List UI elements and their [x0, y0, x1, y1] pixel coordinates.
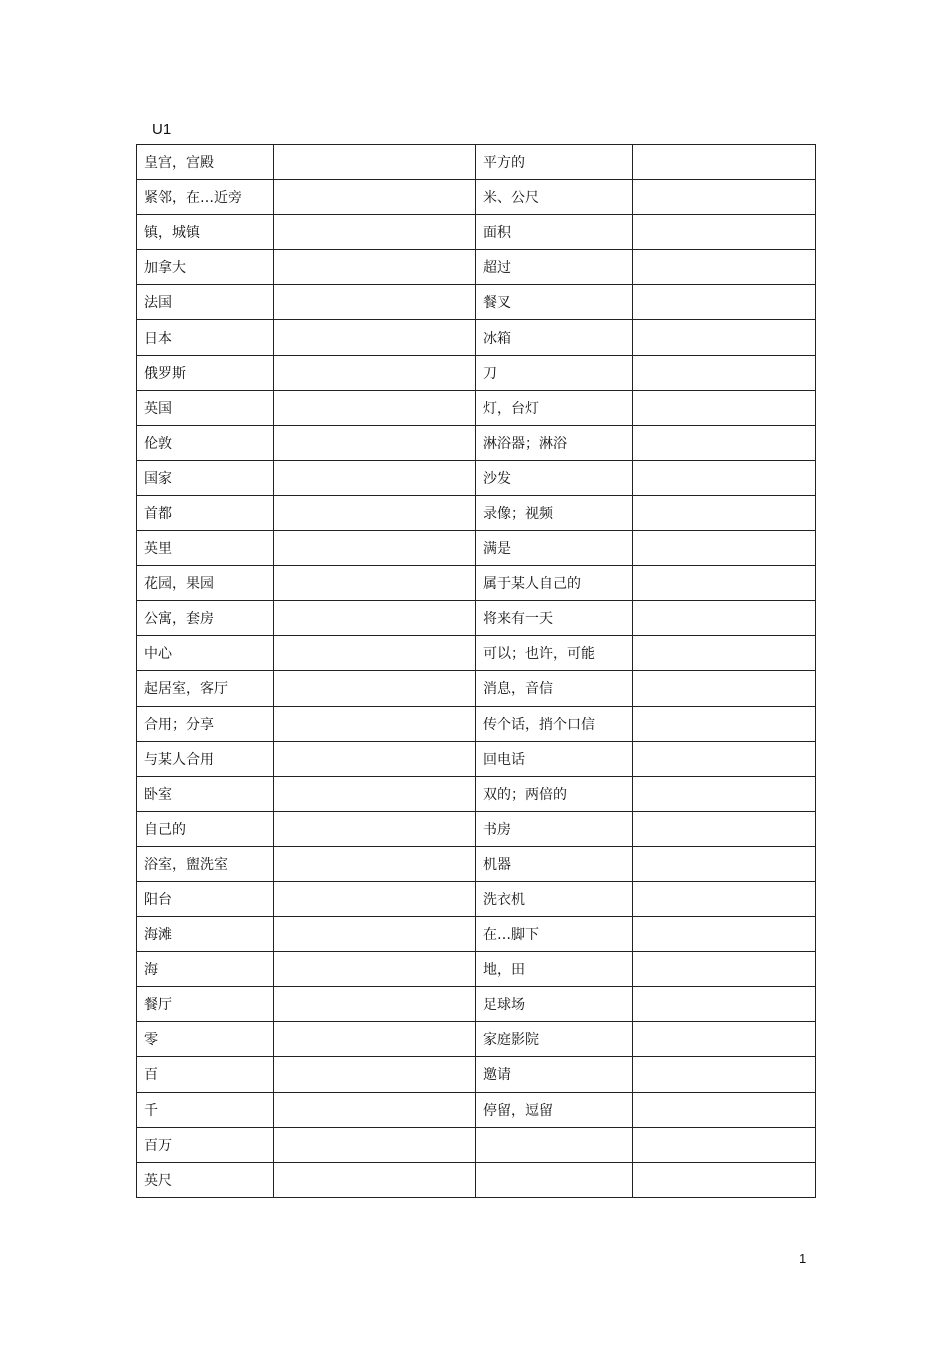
chinese-term-left: 阳台 — [137, 881, 274, 916]
answer-cell-left[interactable] — [274, 1057, 476, 1092]
chinese-term-right: 灯，台灯 — [476, 390, 633, 425]
page-number: 1 — [799, 1251, 807, 1266]
answer-cell-left[interactable] — [274, 636, 476, 671]
answer-cell-right[interactable] — [633, 706, 816, 741]
answer-cell-left[interactable] — [274, 1092, 476, 1127]
answer-cell-right[interactable] — [633, 776, 816, 811]
answer-cell-left[interactable] — [274, 776, 476, 811]
chinese-term-left: 千 — [137, 1092, 274, 1127]
chinese-term-right: 将来有一天 — [476, 601, 633, 636]
table-row — [137, 390, 816, 425]
table-row — [137, 636, 816, 671]
chinese-term-left: 百 — [137, 1057, 274, 1092]
table-row — [137, 881, 816, 916]
chinese-term-right: 冰箱 — [476, 320, 633, 355]
answer-cell-right[interactable] — [633, 811, 816, 846]
table-row — [137, 180, 816, 215]
chinese-term-right: 机器 — [476, 846, 633, 881]
chinese-term-right: 平方的 — [476, 145, 633, 180]
table-row — [137, 355, 816, 390]
answer-cell-right[interactable] — [633, 636, 816, 671]
chinese-term-right: 足球场 — [476, 987, 633, 1022]
table-row — [137, 460, 816, 495]
answer-cell-left[interactable] — [274, 531, 476, 566]
chinese-term-left: 紧邻，在…近旁 — [137, 180, 274, 215]
chinese-term-right: 可以；也许，可能 — [476, 636, 633, 671]
answer-cell-left[interactable] — [274, 741, 476, 776]
answer-cell-left[interactable] — [274, 355, 476, 390]
answer-cell-right[interactable] — [633, 1092, 816, 1127]
table-row — [137, 741, 816, 776]
answer-cell-left[interactable] — [274, 320, 476, 355]
unit-title: U1 — [152, 121, 172, 138]
chinese-term-left: 俄罗斯 — [137, 355, 274, 390]
chinese-term-left: 英里 — [137, 531, 274, 566]
table-row — [137, 285, 816, 320]
chinese-term-right: 双的；两倍的 — [476, 776, 633, 811]
chinese-term-right: 满是 — [476, 531, 633, 566]
chinese-term-right: 消息，音信 — [476, 671, 633, 706]
table-row — [137, 987, 816, 1022]
table-row — [137, 425, 816, 460]
answer-cell-right[interactable] — [633, 285, 816, 320]
chinese-term-right: 洗衣机 — [476, 881, 633, 916]
chinese-term-right: 属于某人自己的 — [476, 566, 633, 601]
answer-cell-right[interactable] — [633, 741, 816, 776]
answer-cell-left[interactable] — [274, 706, 476, 741]
answer-cell-left[interactable] — [274, 425, 476, 460]
chinese-term-left: 加拿大 — [137, 250, 274, 285]
answer-cell-left[interactable] — [274, 811, 476, 846]
chinese-term-right: 刀 — [476, 355, 633, 390]
chinese-term-right: 停留，逗留 — [476, 1092, 633, 1127]
chinese-term-left: 公寓，套房 — [137, 601, 274, 636]
chinese-term-left: 首都 — [137, 495, 274, 530]
vocabulary-table — [136, 144, 816, 1198]
chinese-term-right: 沙发 — [476, 460, 633, 495]
table-row — [137, 952, 816, 987]
chinese-term-left: 自己的 — [137, 811, 274, 846]
table-row — [137, 846, 816, 881]
table-row — [137, 706, 816, 741]
answer-cell-right[interactable] — [633, 425, 816, 460]
table-row — [137, 811, 816, 846]
chinese-term-left: 中心 — [137, 636, 274, 671]
answer-cell-left[interactable] — [274, 881, 476, 916]
answer-cell-right[interactable] — [633, 145, 816, 180]
table-row — [137, 320, 816, 355]
table-row — [137, 917, 816, 952]
chinese-term-left: 餐厅 — [137, 987, 274, 1022]
answer-cell-right[interactable] — [633, 460, 816, 495]
chinese-term-left: 皇宫，宫殿 — [137, 145, 274, 180]
answer-cell-left[interactable] — [274, 987, 476, 1022]
answer-cell-left[interactable] — [274, 1127, 476, 1162]
answer-cell-left[interactable] — [274, 566, 476, 601]
chinese-term-left: 起居室，客厅 — [137, 671, 274, 706]
answer-cell-right[interactable] — [633, 180, 816, 215]
answer-cell-left[interactable] — [274, 1022, 476, 1057]
table-row — [137, 776, 816, 811]
answer-cell-right[interactable] — [633, 601, 816, 636]
answer-cell-left[interactable] — [274, 215, 476, 250]
table-row — [137, 566, 816, 601]
answer-cell-right[interactable] — [633, 987, 816, 1022]
table-row — [137, 1127, 816, 1162]
chinese-term-right: 在…脚下 — [476, 917, 633, 952]
table-row — [137, 215, 816, 250]
answer-cell-right[interactable] — [633, 881, 816, 916]
vocabulary-table-body — [137, 145, 816, 1198]
answer-cell-right[interactable] — [633, 531, 816, 566]
answer-cell-left[interactable] — [274, 495, 476, 530]
table-row — [137, 495, 816, 530]
chinese-term-right: 地，田 — [476, 952, 633, 987]
answer-cell-left[interactable] — [274, 671, 476, 706]
chinese-term-right: 传个话，捎个口信 — [476, 706, 633, 741]
answer-cell-left[interactable] — [274, 460, 476, 495]
table-row — [137, 145, 816, 180]
chinese-term-left: 与某人合用 — [137, 741, 274, 776]
table-row — [137, 1092, 816, 1127]
answer-cell-left[interactable] — [274, 952, 476, 987]
answer-cell-right[interactable] — [633, 320, 816, 355]
table-row — [137, 1022, 816, 1057]
chinese-term-left: 法国 — [137, 285, 274, 320]
chinese-term-right: 面积 — [476, 215, 633, 250]
chinese-term-right: 录像；视频 — [476, 495, 633, 530]
answer-cell-right[interactable] — [633, 671, 816, 706]
answer-cell-right[interactable] — [633, 495, 816, 530]
chinese-term-left: 零 — [137, 1022, 274, 1057]
answer-cell-right[interactable] — [633, 1022, 816, 1057]
answer-cell-left[interactable] — [274, 285, 476, 320]
chinese-term-left: 英尺 — [137, 1162, 274, 1197]
chinese-term-right: 超过 — [476, 250, 633, 285]
answer-cell-right[interactable] — [633, 1127, 816, 1162]
chinese-term-left: 国家 — [137, 460, 274, 495]
chinese-term-right: 米、公尺 — [476, 180, 633, 215]
chinese-term-left: 镇，城镇 — [137, 215, 274, 250]
chinese-term-right: 淋浴器；淋浴 — [476, 425, 633, 460]
answer-cell-right[interactable] — [633, 355, 816, 390]
chinese-term-left: 合用；分享 — [137, 706, 274, 741]
answer-cell-left[interactable] — [274, 1162, 476, 1197]
answer-cell-right[interactable] — [633, 846, 816, 881]
answer-cell-right[interactable] — [633, 215, 816, 250]
chinese-term-right — [476, 1127, 633, 1162]
chinese-term-left: 海滩 — [137, 917, 274, 952]
answer-cell-left[interactable] — [274, 250, 476, 285]
chinese-term-right — [476, 1162, 633, 1197]
chinese-term-left: 日本 — [137, 320, 274, 355]
table-row — [137, 1057, 816, 1092]
answer-cell-right[interactable] — [633, 917, 816, 952]
answer-cell-right[interactable] — [633, 1162, 816, 1197]
chinese-term-left: 伦敦 — [137, 425, 274, 460]
chinese-term-right: 餐叉 — [476, 285, 633, 320]
table-row — [137, 1162, 816, 1197]
table-row — [137, 671, 816, 706]
chinese-term-left: 英国 — [137, 390, 274, 425]
chinese-term-right: 邀请 — [476, 1057, 633, 1092]
answer-cell-right[interactable] — [633, 952, 816, 987]
answer-cell-left[interactable] — [274, 917, 476, 952]
chinese-term-right: 书房 — [476, 811, 633, 846]
table-row — [137, 250, 816, 285]
answer-cell-right[interactable] — [633, 1057, 816, 1092]
table-row — [137, 531, 816, 566]
chinese-term-left: 海 — [137, 952, 274, 987]
answer-cell-left[interactable] — [274, 601, 476, 636]
chinese-term-left: 卧室 — [137, 776, 274, 811]
answer-cell-right[interactable] — [633, 250, 816, 285]
answer-cell-left[interactable] — [274, 846, 476, 881]
chinese-term-left: 花园，果园 — [137, 566, 274, 601]
answer-cell-right[interactable] — [633, 566, 816, 601]
answer-cell-left[interactable] — [274, 145, 476, 180]
chinese-term-right: 回电话 — [476, 741, 633, 776]
chinese-term-right: 家庭影院 — [476, 1022, 633, 1057]
chinese-term-left: 浴室，盥洗室 — [137, 846, 274, 881]
table-row — [137, 601, 816, 636]
answer-cell-right[interactable] — [633, 390, 816, 425]
answer-cell-left[interactable] — [274, 390, 476, 425]
chinese-term-left: 百万 — [137, 1127, 274, 1162]
answer-cell-left[interactable] — [274, 180, 476, 215]
